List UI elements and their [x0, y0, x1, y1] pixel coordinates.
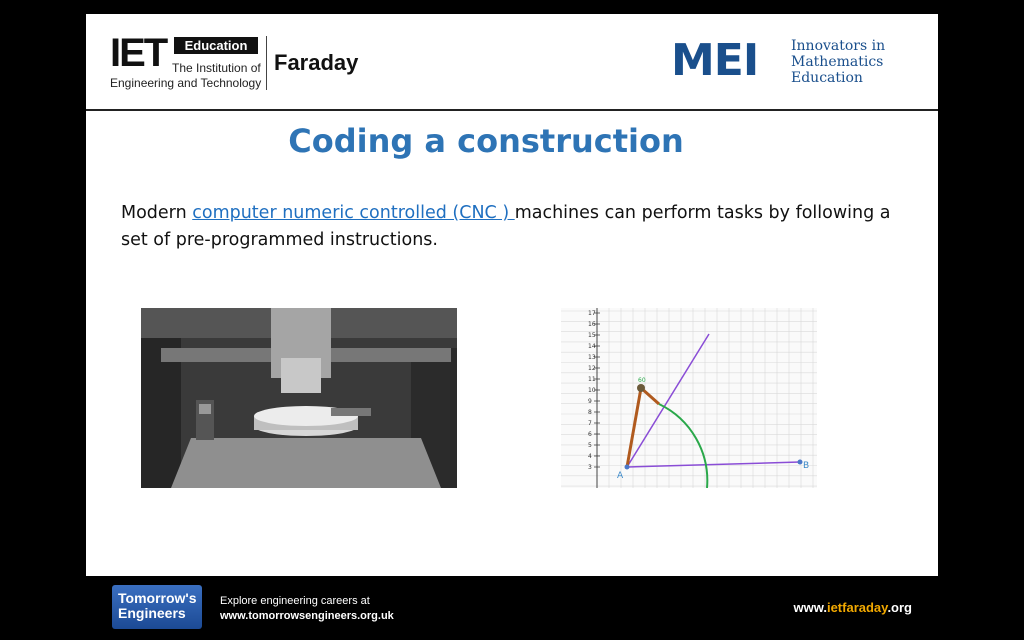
y-tick-label: 9: [588, 398, 592, 405]
y-tick-label: 13: [588, 354, 596, 361]
point-b-label: B: [803, 461, 810, 471]
compass-hinge: [637, 384, 645, 392]
faraday-label: Faraday: [274, 50, 359, 75]
iet-name-line1: The Institution of: [172, 61, 261, 75]
te-logo-line2: Engineers: [118, 605, 186, 621]
y-tick-label: 6: [588, 431, 592, 438]
mei-tagline: [791, 38, 885, 86]
y-tick-label: 7: [588, 420, 592, 427]
y-tick-label: 8: [588, 409, 592, 416]
y-axis-ticks: [588, 310, 600, 471]
site-url-suffix: .org: [887, 600, 912, 615]
mei-tag-line3: Education: [791, 70, 863, 86]
site-url-prefix: www.: [793, 600, 827, 615]
construction-arc: [659, 404, 707, 488]
body-suffix: machines can perform tasks by following a set of pre-programmed instructions.: [121, 203, 891, 250]
footer: [0, 576, 1024, 640]
y-tick-label: 14: [588, 343, 596, 350]
y-tick-label: 16: [588, 321, 596, 328]
header-divider: [86, 109, 938, 111]
iet-letters: IET: [110, 31, 167, 75]
y-tick-label: 12: [588, 365, 596, 372]
y-tick-label: 15: [588, 332, 596, 339]
construction-image: [561, 308, 817, 488]
point-b: [798, 460, 803, 465]
site-url-link[interactable]: [794, 600, 913, 615]
y-tick-label: 5: [588, 442, 592, 449]
y-tick-label: 11: [588, 376, 596, 383]
slide-title: Coding a construction: [288, 122, 684, 160]
mei-letters: MEI: [671, 35, 759, 86]
segment-ab: [627, 462, 800, 467]
y-tick-label: 17: [588, 310, 596, 317]
angle-label: 60: [638, 377, 646, 384]
te-logo-line1: Tomorrow's: [118, 590, 197, 606]
tomorrows-engineers-logo[interactable]: [112, 585, 202, 629]
mei-tag-line1: Innovators in: [791, 38, 886, 54]
slide: [86, 14, 938, 576]
iet-education-label: Education: [174, 37, 258, 54]
y-tick-label: 3: [588, 464, 592, 471]
y-tick-label: 10: [588, 387, 596, 394]
mei-tag-line2: Mathematics: [791, 54, 884, 70]
te-promo: [220, 594, 394, 624]
te-url-link[interactable]: www.tomorrowsengineers.org.uk: [220, 610, 394, 622]
site-url-accent: ietfaraday: [826, 600, 888, 615]
cnc-machine-image: [141, 308, 457, 488]
body-prefix: Modern: [121, 203, 193, 223]
geometric-construction: [561, 308, 817, 488]
slide-body: [121, 200, 911, 254]
logo-divider: [266, 36, 267, 90]
y-tick-label: 4: [588, 453, 592, 460]
cnc-link[interactable]: computer numeric controlled (CNC ): [192, 203, 515, 223]
te-explore-text: Explore engineering careers at: [220, 595, 370, 607]
point-a-label: A: [617, 471, 624, 481]
iet-logo: [110, 31, 360, 94]
point-a: [625, 465, 630, 470]
iet-name-line2: Engineering and Technology: [110, 76, 262, 90]
cnc-machine-illustration: [141, 308, 457, 488]
mei-logo: [671, 36, 921, 88]
